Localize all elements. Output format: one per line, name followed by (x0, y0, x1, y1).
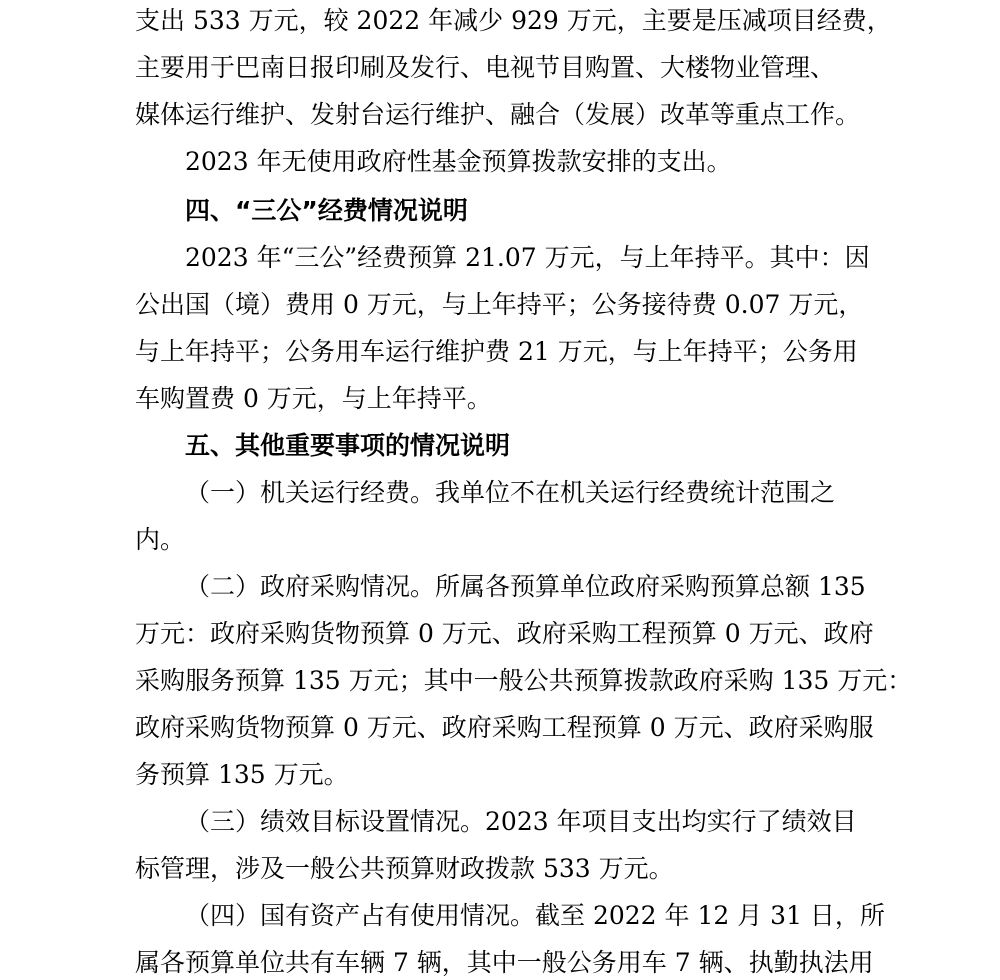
text-line: 采购服务预算 135 万元；其中一般公共预算拨款政府采购 135 万元： (135, 666, 913, 695)
text-line: （一）机关运行经费。我单位不在机关运行经费统计范围之 (185, 478, 836, 507)
text-line: 媒体运行维护、发射台运行维护、融合（发展）改革等重点工作。 (135, 100, 861, 129)
text-line: （二）政府采购情况。所属各预算单位政府采购预算总额 135 (185, 572, 866, 601)
text-line: 政府采购货物预算 0 万元、政府采购工程预算 0 万元、政府采购服 (135, 713, 874, 742)
text-line: （三）绩效目标设置情况。2023 年项目支出均实行了绩效目 (185, 807, 857, 836)
text-line: 内。 (135, 525, 186, 554)
section-heading-4: 四、“三公”经费情况说明 (185, 196, 468, 225)
text-line: 与上年持平；公务用车运行维护费 21 万元，与上年持平；公务用 (135, 337, 858, 366)
text-line: 2023 年无使用政府性基金预算拨款安排的支出。 (185, 147, 732, 176)
text-line: 主要用于巴南日报印刷及发行、电视节目购置、大楼物业管理、 (135, 53, 836, 82)
text-line: 务预算 135 万元。 (135, 760, 349, 789)
text-line: 公出国（境）费用 0 万元，与上年持平；公务接待费 0.07 万元， (135, 290, 864, 319)
text-line: 标管理，涉及一般公共预算财政拨款 533 万元。 (135, 854, 674, 883)
text-line: 万元：政府采购货物预算 0 万元、政府采购工程预算 0 万元、政府 (135, 619, 874, 648)
text-line: （四）国有资产占有使用情况。截至 2022 年 12 月 31 日，所 (185, 901, 885, 930)
text-line: 车购置费 0 万元，与上年持平。 (135, 384, 492, 413)
text-line: 2023 年“三公”经费预算 21.07 万元，与上年持平。其中：因 (185, 243, 870, 272)
text-line: 支出 533 万元，较 2022 年减少 929 万元，主要是压减项目经费， (135, 6, 892, 35)
section-heading-5: 五、其他重要事项的情况说明 (185, 431, 511, 460)
text-line: 属各预算单位共有车辆 7 辆，其中一般公务用车 7 辆、执勤执法用 (135, 948, 874, 977)
